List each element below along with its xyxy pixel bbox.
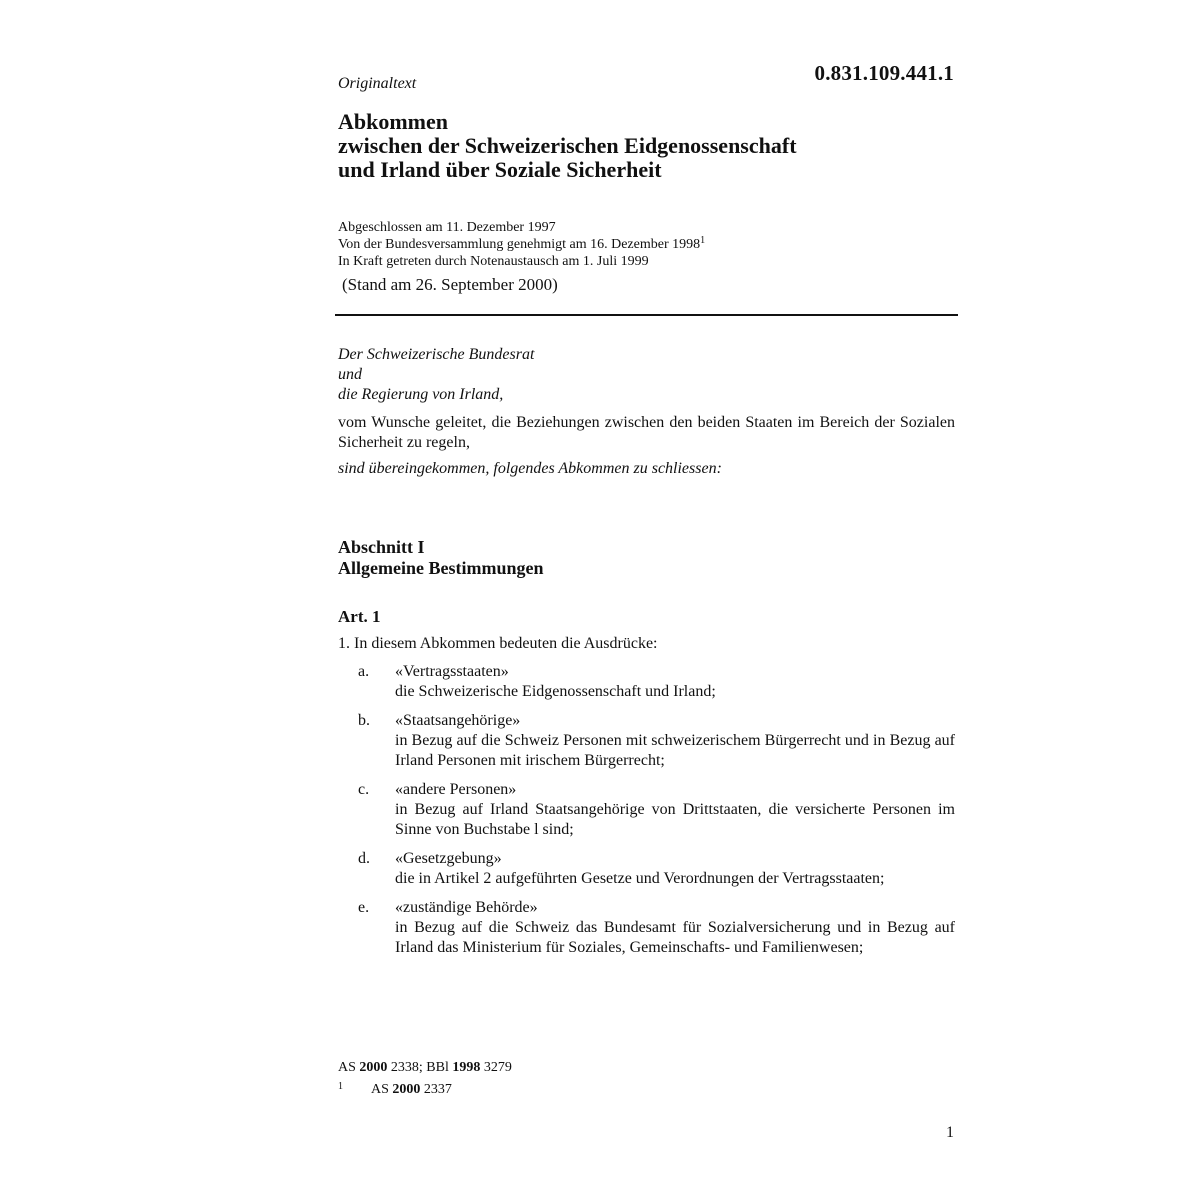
- preamble-parties: [338, 345, 534, 405]
- party-1: Der Schweizerische Bundesrat: [338, 346, 535, 363]
- footnotes: [338, 1058, 512, 1099]
- title-line-2: zwischen der Schweizerischen Eidgenossenschaft: [338, 133, 797, 158]
- title-line-3: und Irland über Soziale Sicherheit: [338, 157, 662, 182]
- page-number: 1: [946, 1124, 954, 1141]
- definition-text: in Bezug auf Irland Staatsangehörige von Drittstaaten, die versicherte Personen im Sinne von Buchstabe l sind;: [395, 801, 955, 838]
- header-divider: [335, 314, 958, 316]
- status-date: (Stand am 26. September 2000): [342, 275, 558, 294]
- definition-term: «Staatsangehörige»: [395, 712, 521, 729]
- section-heading: [338, 537, 543, 579]
- definition-text: die Schweizerische Eidgenossenschaft und Irland;: [395, 683, 716, 700]
- section-title: Allgemeine Bestimmungen: [338, 558, 544, 578]
- definition-letter: e.: [358, 899, 370, 916]
- definition-item: [338, 780, 958, 840]
- definition-letter: b.: [358, 712, 370, 729]
- section-label: Abschnitt I: [338, 537, 425, 557]
- footnote-1: 1 AS 2000 2337: [338, 1077, 512, 1099]
- footnote-marker: 1: [338, 1081, 343, 1092]
- footnote-ref-1[interactable]: 1: [700, 235, 706, 246]
- title-line-1: Abkommen: [338, 109, 449, 134]
- definition-term: «Vertragsstaaten»: [395, 663, 509, 680]
- definition-letter: a.: [358, 663, 370, 680]
- article-heading: Art. 1: [338, 607, 381, 626]
- in-force-date: In Kraft getreten durch Notenaustausch am 1. Juli 1999: [338, 254, 649, 269]
- definition-term: «andere Personen»: [395, 781, 517, 798]
- concluded-date: Abgeschlossen am 11. Dezember 1997: [338, 220, 556, 235]
- sr-number: 0.831.109.441.1: [814, 61, 954, 85]
- party-conjunction: und: [338, 366, 362, 383]
- definition-item: [338, 662, 958, 702]
- definition-letter: c.: [358, 781, 370, 798]
- source-reference: AS 2000 2338; BBl 1998 3279: [338, 1060, 512, 1075]
- definition-term: «Gesetzgebung»: [395, 850, 502, 867]
- definition-item: [338, 898, 958, 958]
- document-title: [338, 110, 797, 182]
- original-text-label: Originaltext: [338, 75, 417, 92]
- definition-term: «zuständige Behörde»: [395, 899, 538, 916]
- definition-text: in Bezug auf die Schweiz das Bundesamt für Sozialversicherung und in Bezug auf Irland das Ministerium für Soziales, Gemeinschafts- und Familienwesen;: [395, 919, 955, 956]
- document-meta: [338, 219, 705, 270]
- article-intro: 1. In diesem Abkommen bedeuten die Ausdrücke:: [338, 635, 658, 652]
- party-2: die Regierung von Irland,: [338, 386, 504, 403]
- preamble-body: vom Wunsche geleitet, die Beziehungen zwischen den beiden Staaten im Bereich der Sozialen Sicherheit zu regeln,: [338, 414, 955, 451]
- definition-text: die in Artikel 2 aufgeführten Gesetze und Verordnungen der Vertragsstaaten;: [395, 870, 885, 887]
- preamble-closing: sind übereingekommen, folgendes Abkommen zu schliessen:: [338, 460, 722, 477]
- definition-item: [338, 849, 958, 889]
- definition-text: in Bezug auf die Schweiz Personen mit schweizerischem Bürgerrecht und in Bezug auf Irland Personen mit irischem Bürgerrecht;: [395, 732, 955, 769]
- definition-item: [338, 711, 958, 771]
- approved-date: Von der Bundesversammlung genehmigt am 16. Dezember 1998$^1$: [338, 235, 706, 252]
- definition-letter: d.: [358, 850, 370, 867]
- definitions-list: [338, 662, 958, 967]
